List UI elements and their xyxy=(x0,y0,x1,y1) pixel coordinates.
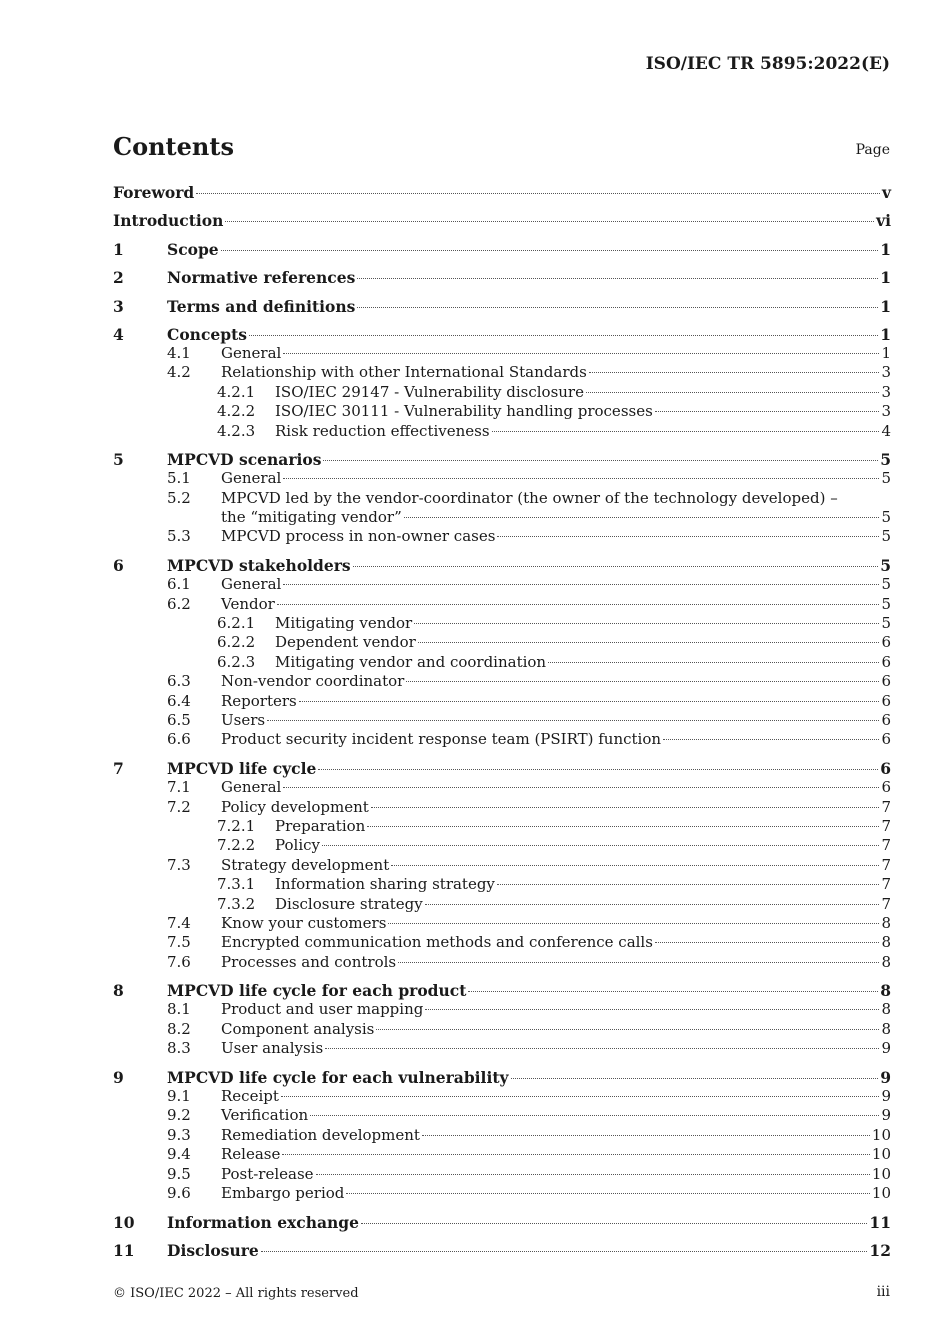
toc-entry-number: 2 xyxy=(113,268,124,288)
toc-leader-dots xyxy=(225,221,874,222)
toc-leader-dots xyxy=(277,604,880,605)
toc-entry-number: 9.1 xyxy=(167,1087,191,1106)
toc-leader-dots xyxy=(414,623,879,624)
toc-entry-title: Risk reduction effectiveness xyxy=(275,421,490,440)
toc-leader-dots xyxy=(655,411,880,412)
toc-entry-page: 7 xyxy=(881,894,891,913)
toc-leader-dots xyxy=(497,884,880,885)
toc-entry[interactable] xyxy=(113,759,891,778)
toc-entry[interactable] xyxy=(113,450,891,469)
toc-entry[interactable] xyxy=(113,402,891,421)
toc-entry-number: 6.1 xyxy=(167,575,191,594)
toc-entry-title: General xyxy=(221,469,282,488)
toc-leader-dots xyxy=(353,566,879,567)
toc-entry-page: 3 xyxy=(881,382,891,401)
toc-entry[interactable] xyxy=(113,1126,891,1145)
toc-leader-dots xyxy=(663,739,879,740)
toc-entry-title: MPCVD scenarios xyxy=(167,450,322,470)
toc-leader-dots xyxy=(316,1174,870,1175)
toc-entry-number: 6.2.1 xyxy=(217,614,256,633)
toc-entry-title: General xyxy=(221,575,282,594)
toc-entry-title: MPCVD process in non-owner cases xyxy=(221,527,496,546)
toc-entry[interactable] xyxy=(113,211,891,230)
toc-entry-page: 6 xyxy=(881,730,891,749)
toc-entry-number: 4 xyxy=(113,324,124,344)
toc-entry-number: 11 xyxy=(113,1241,135,1261)
toc-leader-dots xyxy=(196,193,880,194)
toc-entry-number: 10 xyxy=(113,1212,135,1232)
toc-entry-page: 5 xyxy=(880,556,891,576)
toc-entry-number: 4.2.3 xyxy=(217,421,256,440)
toc-entry-page: 10 xyxy=(871,1183,891,1202)
toc-entry-number: 9.4 xyxy=(167,1145,191,1164)
toc-entry[interactable] xyxy=(113,895,891,914)
toc-entry[interactable] xyxy=(113,856,891,875)
toc-entry-number: 6.2.2 xyxy=(217,633,256,652)
toc-entry-page: 5 xyxy=(881,469,891,488)
toc-entry-title: Policy development xyxy=(221,797,369,816)
toc-entry-page: 9 xyxy=(881,1039,891,1058)
toc-entry-title: Dependent vendor xyxy=(275,633,416,652)
toc-entry-number: 7.2.1 xyxy=(217,816,256,835)
toc-leader-dots xyxy=(511,1078,879,1079)
toc-leader-dots xyxy=(425,1009,879,1010)
toc-entry-page: 6 xyxy=(881,710,891,729)
toc-entry-title: Terms and definitions xyxy=(167,296,356,316)
toc-entry-title: MPCVD life cycle xyxy=(167,759,317,779)
toc-leader-dots xyxy=(425,904,880,905)
toc-entry-title: Relationship with other International Standards xyxy=(221,363,587,382)
toc-entry-number: 6.2.3 xyxy=(217,652,256,671)
toc-entry-page: 1 xyxy=(880,296,891,316)
toc-entry-number: 5.2 xyxy=(167,488,191,507)
toc-leader-dots xyxy=(371,807,880,808)
toc-leader-dots xyxy=(346,1193,870,1194)
toc-entry-page: 7 xyxy=(881,797,891,816)
toc-entry[interactable] xyxy=(113,653,891,672)
toc-entry-title: Component analysis xyxy=(221,1019,375,1038)
toc-entry-title: Remediation development xyxy=(221,1125,420,1144)
toc-leader-dots xyxy=(492,431,880,432)
toc-entry-number: 7.6 xyxy=(167,952,191,971)
toc-entry-page: 8 xyxy=(881,913,891,932)
toc-entry-number: 4.2.2 xyxy=(217,402,256,421)
toc-entry-title: Information sharing strategy xyxy=(275,875,495,894)
toc-entry-number: 8 xyxy=(113,981,124,1001)
toc-entry-page: 7 xyxy=(881,875,891,894)
toc-entry[interactable] xyxy=(113,817,891,836)
toc-leader-dots xyxy=(406,681,879,682)
toc-entry-number: 8.1 xyxy=(167,1000,191,1019)
toc-entry-page: 5 xyxy=(881,527,891,546)
toc-leader-dots xyxy=(357,307,878,308)
toc-entry[interactable] xyxy=(113,711,891,730)
toc-entry-number: 6.6 xyxy=(167,730,191,749)
toc-entry-title: Introduction xyxy=(113,211,224,231)
toc-entry-title: Policy xyxy=(275,836,320,855)
toc-entry-page: 8 xyxy=(881,933,891,952)
toc-entry-title: Normative references xyxy=(167,268,356,288)
toc-leader-dots xyxy=(388,923,879,924)
toc-leader-dots xyxy=(398,962,879,963)
toc-entry-page: 1 xyxy=(881,343,891,362)
toc-entry[interactable] xyxy=(113,633,891,652)
toc-entry-number: 6 xyxy=(113,556,124,576)
toc-entry[interactable] xyxy=(113,1087,891,1106)
toc-entry[interactable] xyxy=(113,1000,891,1019)
toc-entry[interactable] xyxy=(113,672,891,691)
toc-entry-page: 6 xyxy=(880,759,891,779)
toc-entry[interactable] xyxy=(113,1020,891,1039)
toc-entry-number: 7.3.2 xyxy=(217,894,256,913)
toc-entry-title: User analysis xyxy=(221,1039,324,1058)
toc-entry[interactable] xyxy=(113,575,891,594)
toc-entry-title: Verification xyxy=(221,1106,309,1125)
toc-entry-title: Non-vendor coordinator xyxy=(221,672,405,691)
toc-entry[interactable] xyxy=(113,953,891,972)
toc-leader-dots xyxy=(323,460,878,461)
toc-entry-title: Vendor xyxy=(221,594,275,613)
toc-entry-title: the “mitigating vendor” xyxy=(221,508,402,527)
toc-entry-page: 12 xyxy=(869,1241,891,1261)
toc-entry[interactable] xyxy=(113,836,891,855)
toc-entry-title: Foreword xyxy=(113,183,195,202)
toc-entry[interactable] xyxy=(113,1213,891,1232)
toc-entry-page: 6 xyxy=(881,652,891,671)
toc-entry[interactable] xyxy=(113,798,891,817)
toc-entry-page: 8 xyxy=(881,952,891,971)
toc-entry-page: 8 xyxy=(880,981,891,1001)
toc-leader-dots xyxy=(283,584,879,585)
toc-entry-title: ISO/IEC 30111 - Vulnerability handling processes xyxy=(275,402,653,421)
toc-leader-dots xyxy=(267,720,879,721)
toc-leader-dots xyxy=(325,1048,879,1049)
toc-entry[interactable] xyxy=(113,933,891,952)
toc-leader-dots xyxy=(357,278,878,279)
toc-entry-page: 5 xyxy=(881,594,891,613)
toc-entry-title: Post-release xyxy=(221,1164,314,1183)
toc-entry[interactable] xyxy=(113,730,891,749)
toc-leader-dots xyxy=(655,942,880,943)
toc-entry-page: 10 xyxy=(871,1145,891,1164)
toc-entry-title: MPCVD life cycle for each vulnerability xyxy=(167,1068,509,1088)
toc-entry-title: Know your customers xyxy=(221,913,387,932)
toc-entry-number: 9.6 xyxy=(167,1183,191,1202)
toc-entry-page: 3 xyxy=(881,363,891,382)
toc-entry[interactable] xyxy=(113,240,891,259)
toc-entry[interactable] xyxy=(113,422,891,441)
toc-entry-page: 5 xyxy=(880,450,891,470)
toc-entry[interactable] xyxy=(113,469,891,488)
toc-entry[interactable] xyxy=(113,1068,891,1087)
toc-leader-dots xyxy=(282,1154,870,1155)
toc-leader-dots xyxy=(249,335,878,336)
toc-entry[interactable] xyxy=(113,297,891,316)
toc-leader-dots xyxy=(221,250,879,251)
toc-entry-number: 7.3.1 xyxy=(217,875,256,894)
toc-entry-title: MPCVD led by the vendor-coordinator (the owner of the technology developed) – xyxy=(221,488,838,507)
copyright-notice: © ISO/IEC 2022 – All rights reserved xyxy=(113,1286,359,1301)
toc-entry-number: 6.5 xyxy=(167,710,191,729)
toc-entry-title: Reporters xyxy=(221,691,297,710)
toc-entry-title: Mitigating vendor and coordination xyxy=(275,652,547,671)
toc-entry-title: Product and user mapping xyxy=(221,1000,424,1019)
toc-leader-dots xyxy=(497,536,879,537)
toc-entry[interactable] xyxy=(113,325,891,344)
toc-entry-page: v xyxy=(881,183,891,202)
toc-entry-number: 7.2.2 xyxy=(217,836,256,855)
toc-entry-page: 5 xyxy=(881,614,891,633)
toc-entry-page: 10 xyxy=(871,1164,891,1183)
toc-leader-dots xyxy=(404,517,880,518)
toc-entry-page: 1 xyxy=(880,324,891,344)
toc-entry-number: 8.3 xyxy=(167,1039,191,1058)
toc-leader-dots xyxy=(548,662,879,663)
toc-entry-number: 6.3 xyxy=(167,672,191,691)
toc-entry-title: Users xyxy=(221,710,266,729)
toc-entry-title: Scope xyxy=(167,239,219,259)
toc-entry[interactable] xyxy=(113,1241,891,1260)
toc-leader-dots xyxy=(391,865,879,866)
toc-entry-title: Preparation xyxy=(275,816,366,835)
document-id: ISO/IEC TR 5895:2022(E) xyxy=(645,54,890,74)
toc-entry-number: 7.3 xyxy=(167,855,191,874)
toc-entry-title: Encrypted communication methods and conference calls xyxy=(221,933,653,952)
toc-entry[interactable] xyxy=(113,614,891,633)
toc-entry-page: 6 xyxy=(881,778,891,797)
toc-entry-title: Concepts xyxy=(167,324,247,344)
toc-entry[interactable] xyxy=(113,1184,891,1203)
toc-entry-number: 7.1 xyxy=(167,778,191,797)
toc-entry-title: Product security incident response team (PSIRT) function xyxy=(221,730,662,749)
toc-entry-number: 6.2 xyxy=(167,594,191,613)
toc-entry[interactable] xyxy=(113,527,891,546)
toc-entry[interactable] xyxy=(113,344,891,363)
toc-leader-dots xyxy=(367,826,879,827)
toc-entry[interactable] xyxy=(113,1165,891,1184)
toc-entry-page: 11 xyxy=(869,1212,891,1232)
toc-entry-title: Release xyxy=(221,1145,281,1164)
toc-entry-page: 6 xyxy=(881,691,891,710)
toc-leader-dots xyxy=(586,392,879,393)
toc-leader-dots xyxy=(361,1223,867,1224)
toc-entry[interactable] xyxy=(113,875,891,894)
toc-leader-dots xyxy=(422,1135,870,1136)
toc-entry-title: General xyxy=(221,778,282,797)
toc-leader-dots xyxy=(299,701,880,702)
toc-entry[interactable] xyxy=(113,268,891,287)
toc-entry-title: General xyxy=(221,343,282,362)
toc-leader-dots xyxy=(283,787,879,788)
toc-entry-page: 6 xyxy=(881,633,891,652)
toc-entry[interactable] xyxy=(113,183,891,202)
toc-entry-number: 6.4 xyxy=(167,691,191,710)
toc-entry-number: 8.2 xyxy=(167,1019,191,1038)
contents-title: Contents xyxy=(113,132,234,161)
toc-entry-page: 5 xyxy=(881,508,891,527)
toc-entry[interactable] xyxy=(113,595,891,614)
toc-entry-title: Receipt xyxy=(221,1087,279,1106)
toc-entry-page: 7 xyxy=(881,816,891,835)
toc-entry-number: 4.2 xyxy=(167,363,191,382)
toc-leader-dots xyxy=(376,1029,879,1030)
toc-entry-number: 1 xyxy=(113,239,124,259)
toc-entry[interactable] xyxy=(113,556,891,575)
toc-entry-number: 5.1 xyxy=(167,469,191,488)
toc-entry-page: 9 xyxy=(881,1087,891,1106)
toc-entry-number: 7.4 xyxy=(167,913,191,932)
toc-entry-page: 7 xyxy=(881,855,891,874)
toc-entry-page: 8 xyxy=(881,1000,891,1019)
toc-leader-dots xyxy=(261,1251,868,1252)
toc-entry-title: Embargo period xyxy=(221,1183,345,1202)
toc-entry-page: 3 xyxy=(881,402,891,421)
toc-leader-dots xyxy=(310,1115,879,1116)
toc-entry-page: 10 xyxy=(871,1125,891,1144)
toc-entry-page: 9 xyxy=(880,1068,891,1088)
toc-leader-dots xyxy=(418,642,880,643)
toc-entry-page: 1 xyxy=(880,268,891,288)
page-column-label: Page xyxy=(855,142,890,158)
toc-entry-number: 3 xyxy=(113,296,124,316)
page-number: iii xyxy=(876,1284,890,1300)
toc-entry-title: ISO/IEC 29147 - Vulnerability disclosure xyxy=(275,382,584,401)
toc-entry-title: Strategy development xyxy=(221,855,390,874)
toc-entry-number: 9.5 xyxy=(167,1164,191,1183)
toc-entry[interactable] xyxy=(113,508,891,527)
toc-leader-dots xyxy=(281,1096,880,1097)
toc-entry-number: 9 xyxy=(113,1068,124,1088)
toc-leader-dots xyxy=(322,845,879,846)
toc-entry-title: Disclosure xyxy=(167,1241,259,1261)
toc-entry-title: MPCVD life cycle for each product xyxy=(167,981,467,1001)
toc-entry[interactable] xyxy=(113,981,891,1000)
toc-leader-dots xyxy=(283,478,879,479)
toc-entry[interactable] xyxy=(113,778,891,797)
toc-entry-page: 7 xyxy=(881,836,891,855)
toc-entry-title: Mitigating vendor xyxy=(275,614,413,633)
toc-entry-number: 5 xyxy=(113,450,124,470)
toc-entry-number: 4.1 xyxy=(167,343,191,362)
toc-entry[interactable] xyxy=(113,914,891,933)
toc-entry-title: Disclosure strategy xyxy=(275,894,423,913)
toc-entry-number: 9.2 xyxy=(167,1106,191,1125)
toc-entry-page: 9 xyxy=(881,1106,891,1125)
toc-leader-dots xyxy=(318,769,878,770)
toc-entry-number: 7.5 xyxy=(167,933,191,952)
toc-leader-dots xyxy=(283,353,879,354)
table-of-contents xyxy=(113,183,891,1260)
toc-entry-page: 6 xyxy=(881,672,891,691)
toc-entry-page: 5 xyxy=(881,575,891,594)
toc-entry-number: 4.2.1 xyxy=(217,382,256,401)
toc-entry[interactable] xyxy=(113,1106,891,1125)
toc-entry-page: 4 xyxy=(881,421,891,440)
toc-leader-dots xyxy=(589,372,880,373)
toc-entry[interactable] xyxy=(113,692,891,711)
toc-entry-page: 1 xyxy=(880,239,891,259)
toc-entry-title: Information exchange xyxy=(167,1212,360,1232)
toc-entry-page: vi xyxy=(876,211,891,231)
toc-entry[interactable] xyxy=(113,1039,891,1058)
toc-entry-page: 8 xyxy=(881,1019,891,1038)
toc-entry[interactable] xyxy=(113,383,891,402)
toc-entry-number: 7.2 xyxy=(167,797,191,816)
toc-entry[interactable] xyxy=(113,489,891,508)
toc-entry-number: 7 xyxy=(113,759,124,779)
toc-entry[interactable] xyxy=(113,1145,891,1164)
toc-entry-number: 9.3 xyxy=(167,1125,191,1144)
toc-entry[interactable] xyxy=(113,363,891,382)
toc-entry-number: 5.3 xyxy=(167,527,191,546)
toc-entry-title: Processes and controls xyxy=(221,952,397,971)
toc-entry-title: MPCVD stakeholders xyxy=(167,556,351,576)
toc-leader-dots xyxy=(468,991,878,992)
